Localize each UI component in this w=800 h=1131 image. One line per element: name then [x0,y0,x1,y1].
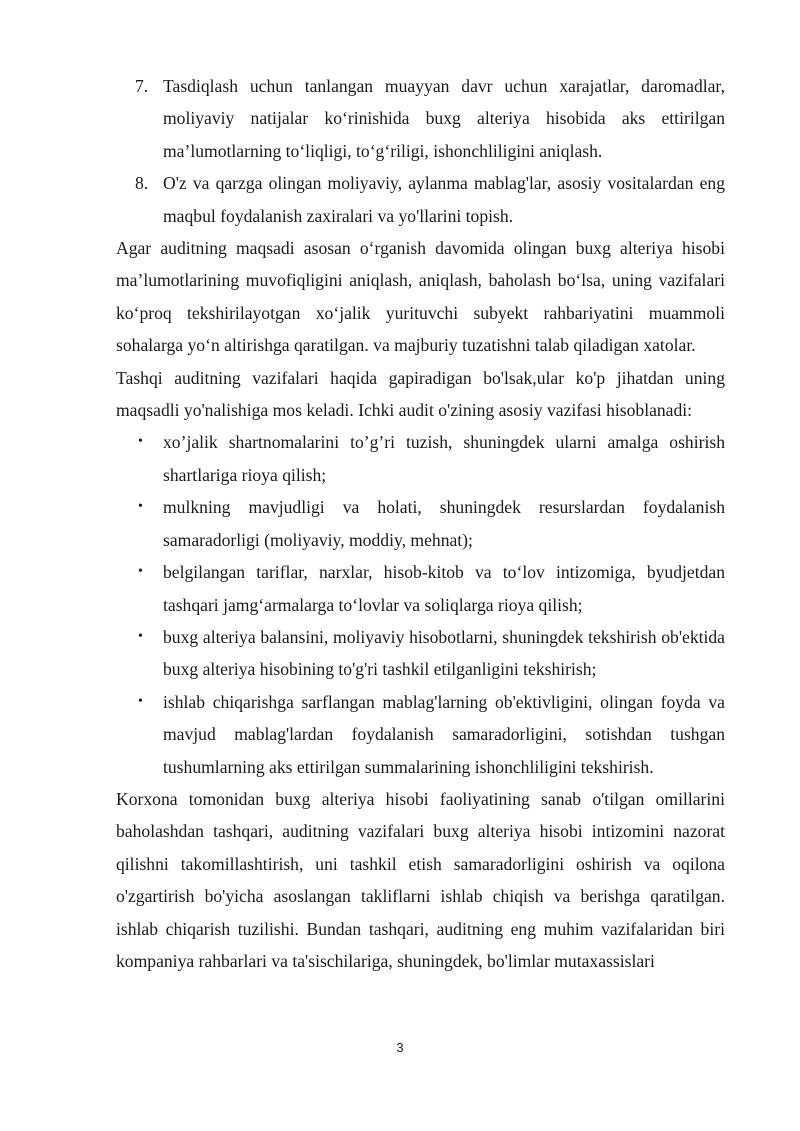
list-item-number: 8. [135,173,149,194]
paragraph: Agar auditning maqsadi asosan o‘rganish davomida olingan buxg alteriya hisobi ma’lumotlarining muvofiqligini aniqlash, aniqlash, baholash bo‘lsa, uning vazifalari ko‘proq tekshirilayotgan xo‘jalik yurituvchi subyekt rahbariyatini muammoli sohalarga yo‘n altirishga qaratilgan. va majburiy tuzatishni talab qiladigan xatolar. [116,238,725,356]
bullet-item-text: ishlab chiqarishga sarflangan mablag'larning ob'ektivligini, olingan foyda va mavjud mablag'lardan foydalanish samaradorligini, sotishdan tushgan tushumlarning aks ettirilgan summalarining ishonchliligini tekshirish. [163,691,725,777]
bullet-item-text: belgilangan tariflar, narxlar, hisob-kitob va to‘lov intizomiga, byudjetdan tashqari jamg‘armalarga to‘lovlar va soliqlarga rioya qilish; [163,562,725,615]
bullet-icon: • [138,564,143,580]
bullet-icon: • [138,434,143,450]
bullet-item-text: xo’jalik shartnomalarini to’g’ri tuzish, shuningdek ularni amalga oshirish shartlariga rioya qilish; [163,432,725,485]
numbered-list [116,70,725,232]
paragraph: Korxona tomonidan buxg alteriya hisobi faoliyatining sanab o'tilgan omillarini baholashdan tashqari, auditning vazifalari buxg alteriya hisobi intizomini nazorat qilishni takomillashtirish, uni tashkil etish samaradorligini oshirish va oqilona o'zgartirish bo'yicha asoslangan takliflarni ishlab chiqish va berishga qaratilgan. ishlab chiqarish tuzilishi. Bundan tashqari, auditning eng muhim vazifalaridan biri kompaniya rahbarlari va ta'sischilariga, shuningdek, bo'limlar mutaxassislari [116,788,725,971]
bullet-list [116,426,725,782]
bullet-item [116,556,725,621]
bullet-item [116,686,725,783]
bullet-item-text: mulkning mavjudligi va holati, shuningdek resurslardan foydalanish samaradorligi (moliyaviy, moddiy, mehnat); [163,497,725,550]
bullet-item-text: buxg alteriya balansini, moliyaviy hisobotlarni, shuningdek tekshirish ob'ektida buxg alteriya hisobining to'g'ri tashkil etilganligini tekshirish; [163,626,725,680]
bullet-icon: • [138,693,143,709]
list-item [116,167,725,232]
list-item-text: O'z va qarzga olingan moliyaviy, aylanma mablag'lar, asosiy vositalardan eng maqbul foydalanish zaxiralari va yo'llarini topish. [163,173,725,226]
page-number: 3 [396,1040,404,1055]
page-content [116,70,725,977]
list-item [116,70,725,167]
bullet-icon: • [138,628,143,644]
bullet-item [116,426,725,491]
list-item-text: Tasdiqlash uchun tanlangan muayyan davr uchun xarajatlar, daromadlar, moliyaviy natijalar ko‘rinishida buxg alteriya hisobida aks ettirilgan ma’lumotlarning to‘liqligi, to‘g‘riligi, ishonchliligini aniqlash. [163,76,725,161]
bullet-item [116,621,725,686]
bullet-icon: • [138,499,143,515]
bullet-item [116,491,725,556]
list-item-number: 7. [135,76,149,96]
paragraph: Tashqi auditning vazifalari haqida gapiradigan bo'lsak,ular ko'p jihatdan uning maqsadli yo'nalishiga mos keladi. Ichki audit o'zining asosiy vazifasi hisoblanadi: [116,367,725,421]
